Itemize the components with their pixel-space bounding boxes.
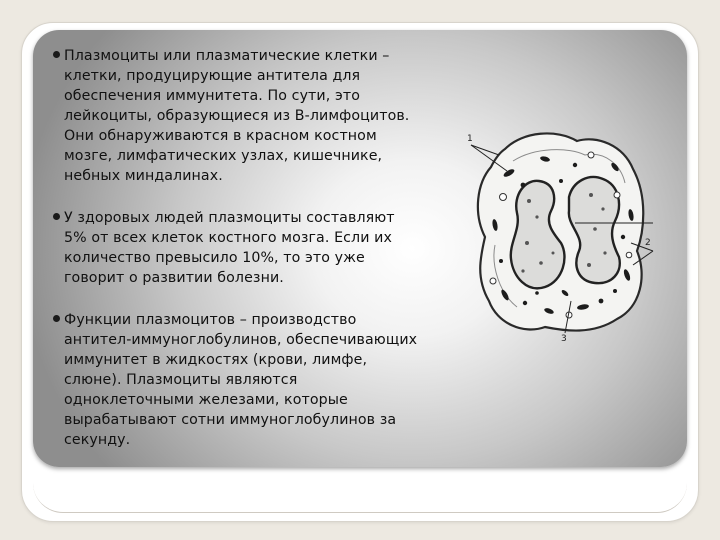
bullet-line: Плазмоциты или плазматические клетки – (64, 48, 390, 64)
figure-label: 3 (561, 334, 567, 344)
bullet-line: У здоровых людей плазмоциты составляют (64, 210, 395, 226)
bullet-line: обеспечения иммунитета. По сути, это (64, 88, 360, 104)
bullet-icon (53, 315, 60, 322)
bullet-list (52, 46, 472, 472)
bullet-line: Они обнаруживаются в красном костном (64, 128, 377, 144)
bullet-line: иммунитет в жидкостях (крови, лимфе, (64, 352, 368, 368)
plasma-cell-figure (465, 125, 657, 345)
bullet-icon (53, 213, 60, 220)
slide-bottom-decoration (33, 476, 687, 513)
bullet-line: вырабатывают сотни иммуноглобулинов за (64, 412, 397, 428)
plasma-cell-drawing-icon (465, 125, 657, 345)
cell-membrane (478, 133, 643, 330)
bullet-line: небных миндалинах. (64, 168, 223, 184)
bullet-item-2 (52, 208, 472, 288)
figure-label: 2 (645, 238, 651, 248)
bullet-icon (53, 51, 60, 58)
bullet-line: секунду. (64, 432, 131, 448)
bullet-line: лейкоциты, образующиеся из В-лимфоцитов. (64, 108, 410, 124)
bullet-line: клетки, продуцирующие антитела для (64, 68, 361, 84)
bullet-line: количество превысило 10%, то это уже (64, 250, 365, 266)
bullet-item-1 (52, 46, 472, 186)
figure-label: 1 (467, 134, 473, 144)
bullet-line: одноклеточными железами, которые (64, 392, 348, 408)
bullet-line: антител-иммуноглобулинов, обеспечивающих (64, 332, 418, 348)
bullet-item-3 (52, 310, 472, 450)
bullet-line: мозге, лимфатических узлах, кишечнике, (64, 148, 383, 164)
bullet-line: говорит о развитии болезни. (64, 270, 284, 286)
bullet-line: слюне). Плазмоциты являются (64, 372, 298, 388)
bullet-line: Функции плазмоцитов – производство (64, 312, 357, 328)
bullet-line: 5% от всех клеток костного мозга. Если их (64, 230, 392, 246)
